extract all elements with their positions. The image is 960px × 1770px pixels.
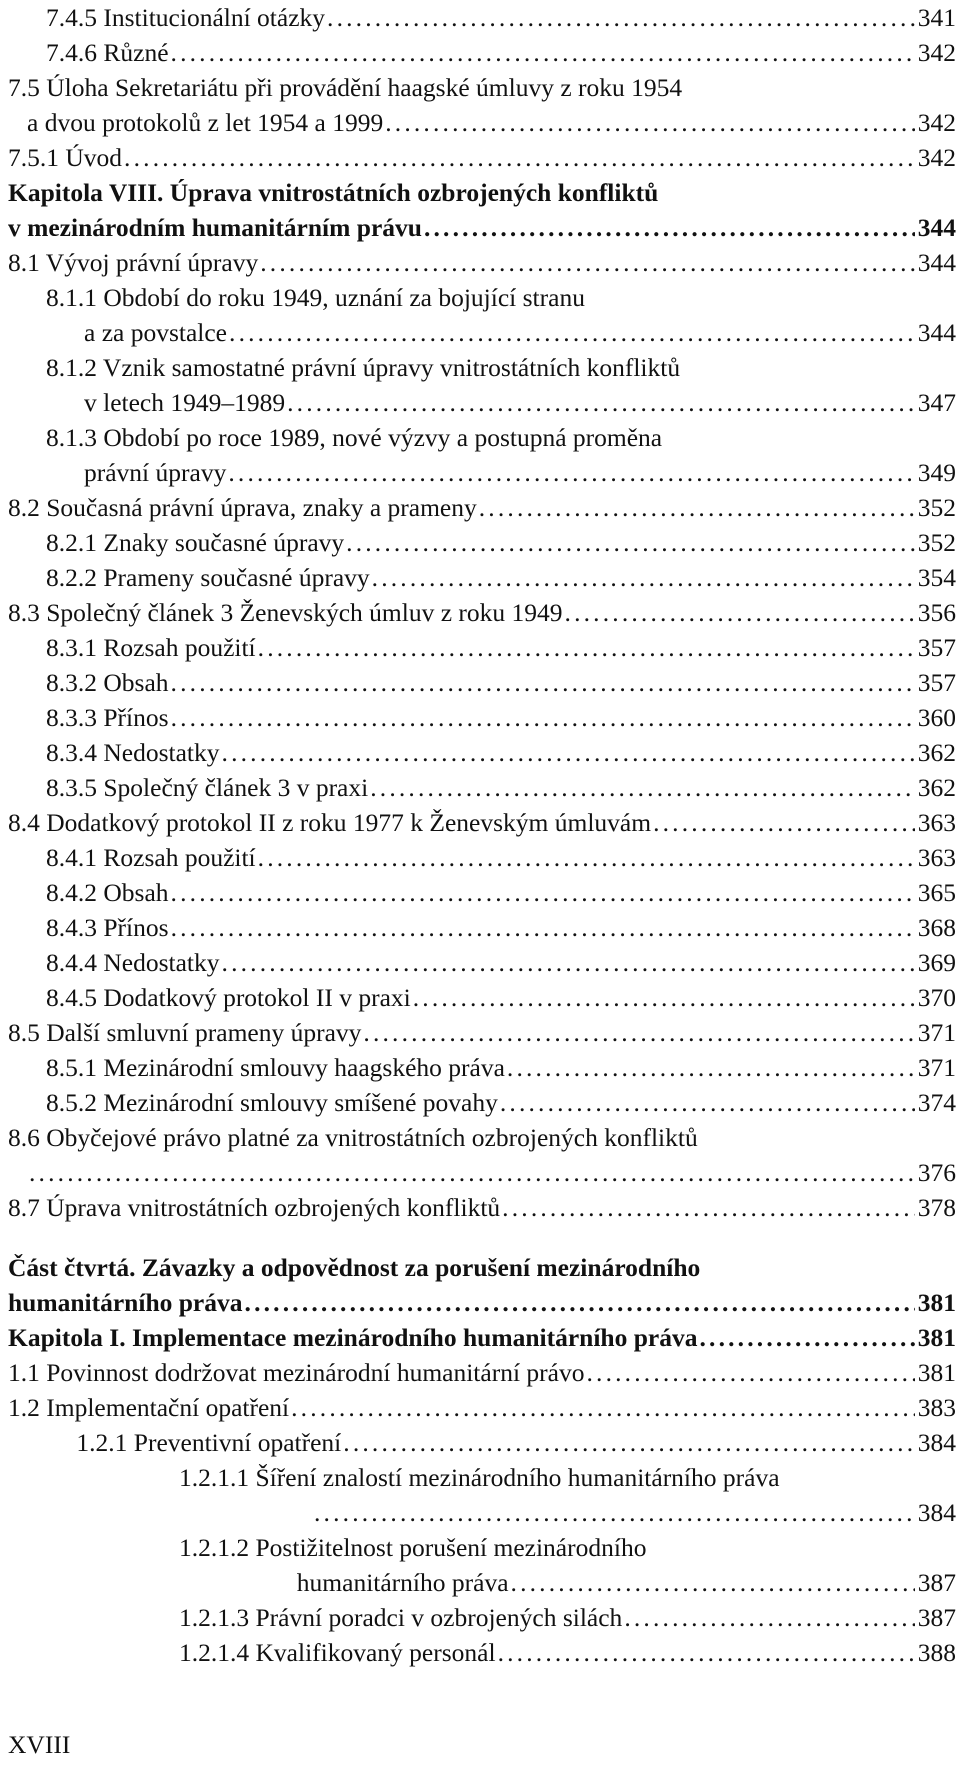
toc-page-number: 381 xyxy=(917,1288,956,1317)
toc-dot-leader xyxy=(222,735,915,770)
toc-entry[interactable] xyxy=(8,980,956,1015)
toc-page-number: 342 xyxy=(917,143,956,172)
toc-entry[interactable] xyxy=(8,1285,956,1320)
toc-page-number: 371 xyxy=(917,1053,956,1082)
toc-dot-leader xyxy=(346,525,915,560)
toc-page-number: 384 xyxy=(917,1498,956,1527)
toc-entry[interactable] xyxy=(8,700,956,735)
toc-entry[interactable] xyxy=(8,1250,956,1285)
toc-entry-title: 8.1.1 Období do roku 1949, uznání za bojující stranu xyxy=(46,283,585,312)
toc-dot-leader xyxy=(498,1635,915,1670)
toc-entry-title: 1.2.1.1 Šíření znalostí mezinárodního humanitárního práva xyxy=(179,1463,780,1492)
toc-dot-leader xyxy=(171,700,915,735)
toc-entry[interactable] xyxy=(8,805,956,840)
toc-entry-title: Kapitola VIII. Úprava vnitrostátních ozbrojených konfliktů xyxy=(8,178,659,207)
toc-entry[interactable] xyxy=(8,525,956,560)
toc-entry[interactable] xyxy=(8,245,956,280)
toc-dot-leader xyxy=(229,315,915,350)
toc-page-number: 374 xyxy=(917,1088,956,1117)
toc-entry-title: 8.6 Obyčejové právo platné za vnitrostátních ozbrojených konfliktů xyxy=(8,1123,698,1152)
toc-page-number: 378 xyxy=(917,1193,956,1222)
toc-entry-title: 8.5.1 Mezinárodní smlouvy haagského práva xyxy=(46,1053,505,1082)
toc-entry[interactable] xyxy=(8,420,956,455)
table-of-contents xyxy=(8,0,956,1670)
toc-entry-title: 8.4.3 Přínos xyxy=(46,913,169,942)
toc-entry-title: 8.5.2 Mezinárodní smlouvy smíšené povahy xyxy=(46,1088,498,1117)
toc-dot-leader xyxy=(565,595,915,630)
toc-entry-title: 8.4.5 Dodatkový protokol II v praxi xyxy=(46,983,411,1012)
toc-entry[interactable] xyxy=(8,1390,956,1425)
toc-entry[interactable] xyxy=(8,70,956,105)
toc-dot-leader xyxy=(653,805,915,840)
toc-entry[interactable] xyxy=(8,1120,956,1155)
toc-dot-leader xyxy=(171,35,915,70)
toc-dot-leader xyxy=(287,385,915,420)
toc-page-number: 369 xyxy=(917,948,956,977)
toc-page-number: 344 xyxy=(917,213,956,242)
toc-page-number: 388 xyxy=(917,1638,956,1667)
toc-entry[interactable] xyxy=(8,1495,956,1530)
toc-entry-title: 1.1 Povinnost dodržovat mezinárodní humanitární právo xyxy=(8,1358,585,1387)
toc-dot-leader xyxy=(29,1155,915,1190)
toc-dot-leader xyxy=(424,210,915,245)
toc-dot-leader xyxy=(124,140,915,175)
toc-entry[interactable] xyxy=(8,1320,956,1355)
toc-dot-leader xyxy=(507,1050,915,1085)
toc-dot-leader xyxy=(222,945,915,980)
toc-dot-leader xyxy=(624,1600,914,1635)
toc-entry[interactable] xyxy=(8,840,956,875)
toc-entry-title: humanitárního práva xyxy=(296,1568,509,1597)
toc-entry[interactable] xyxy=(8,1190,956,1225)
toc-entry[interactable] xyxy=(8,595,956,630)
toc-dot-leader xyxy=(363,1015,914,1050)
toc-entry[interactable] xyxy=(8,1050,956,1085)
toc-entry-title: 8.4 Dodatkový protokol II z roku 1977 k Ženevským úmluvám xyxy=(8,808,652,837)
toc-entry-title: Část čtvrtá. Závazky a odpovědnost za porušení mezinárodního xyxy=(8,1253,701,1282)
toc-entry[interactable] xyxy=(8,630,956,665)
toc-page-number: 357 xyxy=(917,633,956,662)
toc-entry[interactable] xyxy=(8,560,956,595)
toc-entry-title: 8.2 Současná právní úprava, znaky a prameny xyxy=(8,493,477,522)
toc-entry[interactable] xyxy=(8,280,956,315)
toc-page-number: 370 xyxy=(917,983,956,1012)
toc-page-number: 371 xyxy=(917,1018,956,1047)
toc-entry-title: 8.1.2 Vznik samostatné právní úpravy vnitrostátních konfliktů xyxy=(46,353,681,382)
toc-dot-leader xyxy=(171,665,915,700)
toc-entry-title: 8.2.1 Znaky současné úpravy xyxy=(46,528,345,557)
toc-page-number: 356 xyxy=(917,598,956,627)
toc-dot-leader xyxy=(327,0,915,35)
toc-entry-title: 7.5 Úloha Sekretariátu při provádění haagské úmluvy z roku 1954 xyxy=(8,73,683,102)
toc-entry[interactable] xyxy=(8,1600,956,1635)
toc-entry-title: 1.2.1 Preventivní opatření xyxy=(76,1428,342,1457)
toc-page-number: 354 xyxy=(917,563,956,592)
toc-entry-title: 8.3.1 Rozsah použití xyxy=(46,633,256,662)
toc-entry[interactable] xyxy=(8,105,956,140)
toc-entry[interactable] xyxy=(8,315,956,350)
toc-page-number: 383 xyxy=(917,1393,956,1422)
toc-dot-leader xyxy=(314,1495,915,1530)
toc-page-number: 344 xyxy=(917,318,956,347)
toc-entry[interactable] xyxy=(8,1355,956,1390)
toc-entry[interactable] xyxy=(8,875,956,910)
toc-entry[interactable] xyxy=(8,210,956,245)
toc-entry-title: právní úpravy xyxy=(84,458,227,487)
toc-entry-title: 1.2 Implementační opatření xyxy=(8,1393,290,1422)
toc-page-number: 368 xyxy=(917,913,956,942)
toc-page-number: 381 xyxy=(917,1358,956,1387)
toc-entry[interactable] xyxy=(8,1155,956,1190)
toc-dot-leader xyxy=(511,1565,915,1600)
page-number: XVIII xyxy=(8,1730,71,1759)
toc-entry[interactable] xyxy=(8,1565,956,1600)
toc-entry-title: 8.1 Vývoj právní úpravy xyxy=(8,248,259,277)
toc-dot-leader xyxy=(260,245,915,280)
toc-entry[interactable] xyxy=(8,1635,956,1670)
toc-page-number: 341 xyxy=(917,3,956,32)
toc-dot-leader xyxy=(370,770,915,805)
toc-entry-title: v mezinárodním humanitárním právu xyxy=(8,213,422,242)
toc-dot-leader xyxy=(343,1425,914,1460)
toc-dot-leader xyxy=(228,455,914,490)
toc-entry-title: 8.3.2 Obsah xyxy=(46,668,169,697)
toc-dot-leader xyxy=(502,1190,915,1225)
toc-entry-title: 8.3 Společný článek 3 Ženevských úmluv z roku 1949 xyxy=(8,598,563,627)
toc-page-number: 363 xyxy=(917,843,956,872)
toc-entry[interactable] xyxy=(8,1085,956,1120)
toc-entry-title: Kapitola I. Implementace mezinárodního humanitárního práva xyxy=(8,1323,698,1352)
toc-page-number: 352 xyxy=(917,528,956,557)
toc-dot-leader xyxy=(372,560,915,595)
toc-entry[interactable] xyxy=(8,1460,956,1495)
toc-entry-title: a za povstalce xyxy=(84,318,228,347)
toc-page-number: 360 xyxy=(917,703,956,732)
toc-page-number: 384 xyxy=(917,1428,956,1457)
toc-entry[interactable] xyxy=(8,35,956,70)
toc-entry-title: a dvou protokolů z let 1954 a 1999 xyxy=(27,108,384,137)
toc-entry-title: humanitárního práva xyxy=(8,1288,243,1317)
toc-dot-leader xyxy=(258,840,915,875)
toc-entry[interactable] xyxy=(8,490,956,525)
toc-entry[interactable] xyxy=(8,910,956,945)
toc-page-number: 362 xyxy=(917,773,956,802)
toc-page-number: 387 xyxy=(917,1603,956,1632)
toc-dot-leader xyxy=(171,875,915,910)
toc-page-number: 352 xyxy=(917,493,956,522)
toc-entry[interactable] xyxy=(8,385,956,420)
toc-entry-title: 8.2.2 Prameny současné úpravy xyxy=(46,563,370,592)
toc-entry-title: 8.7 Úprava vnitrostátních ozbrojených konfliktů xyxy=(8,1193,501,1222)
toc-entry[interactable] xyxy=(8,770,956,805)
toc-dot-leader xyxy=(291,1390,915,1425)
toc-entry-title: 8.4.4 Nedostatky xyxy=(46,948,220,977)
toc-dot-leader xyxy=(245,1285,915,1320)
toc-page-number: 347 xyxy=(917,388,956,417)
toc-entry-title: 1.2.1.3 Právní poradci v ozbrojených silách xyxy=(179,1603,623,1632)
toc-entry-title: 8.3.3 Přínos xyxy=(46,703,169,732)
toc-dot-leader xyxy=(500,1085,915,1120)
toc-entry-title: 8.3.5 Společný článek 3 v praxi xyxy=(46,773,369,802)
toc-page-number: 381 xyxy=(917,1323,956,1352)
toc-dot-leader xyxy=(171,910,915,945)
toc-entry[interactable] xyxy=(8,140,956,175)
toc-page-number: 376 xyxy=(917,1158,956,1187)
toc-page-number: 349 xyxy=(917,458,956,487)
toc-entry[interactable] xyxy=(8,175,956,210)
toc-entry[interactable] xyxy=(8,1015,956,1050)
toc-entry-title: 1.2.1.2 Postižitelnost porušení mezinárodního xyxy=(179,1533,647,1562)
toc-entry-title: 7.5.1 Úvod xyxy=(8,143,123,172)
toc-entry-title: 8.3.4 Nedostatky xyxy=(46,738,220,767)
toc-entry-title: 8.1.3 Období po roce 1989, nové výzvy a postupná proměna xyxy=(46,423,663,452)
toc-dot-leader xyxy=(699,1320,914,1355)
toc-page-number: 344 xyxy=(917,248,956,277)
section-gap xyxy=(8,1225,956,1250)
toc-entry-title: 7.4.5 Institucionální otázky xyxy=(46,3,326,32)
toc-entry-title: 1.2.1.4 Kvalifikovaný personál xyxy=(179,1638,496,1667)
toc-entry[interactable] xyxy=(8,735,956,770)
toc-entry[interactable] xyxy=(8,455,956,490)
toc-entry[interactable] xyxy=(8,1425,956,1460)
toc-entry[interactable] xyxy=(8,945,956,980)
toc-entry-title: 8.4.2 Obsah xyxy=(46,878,169,907)
toc-entry[interactable] xyxy=(8,665,956,700)
toc-entry-title: v letech 1949–1989 xyxy=(84,388,286,417)
toc-page-number: 362 xyxy=(917,738,956,767)
toc-page-number: 342 xyxy=(917,38,956,67)
toc-dot-leader xyxy=(479,490,915,525)
toc-page-number: 342 xyxy=(917,108,956,137)
toc-entry[interactable] xyxy=(8,1530,956,1565)
toc-dot-leader xyxy=(413,980,915,1015)
toc-page-number: 387 xyxy=(917,1568,956,1597)
toc-dot-leader xyxy=(258,630,915,665)
toc-entry[interactable] xyxy=(8,0,956,35)
toc-dot-leader xyxy=(586,1355,914,1390)
toc-entry[interactable] xyxy=(8,350,956,385)
toc-entry-title: 7.4.6 Různé xyxy=(46,38,169,67)
toc-entry-title: 8.5 Další smluvní prameny úpravy xyxy=(8,1018,362,1047)
toc-entry-title: 8.4.1 Rozsah použití xyxy=(46,843,256,872)
toc-page-number: 363 xyxy=(917,808,956,837)
toc-page-number: 365 xyxy=(917,878,956,907)
toc-page-number: 357 xyxy=(917,668,956,697)
toc-dot-leader xyxy=(385,105,915,140)
